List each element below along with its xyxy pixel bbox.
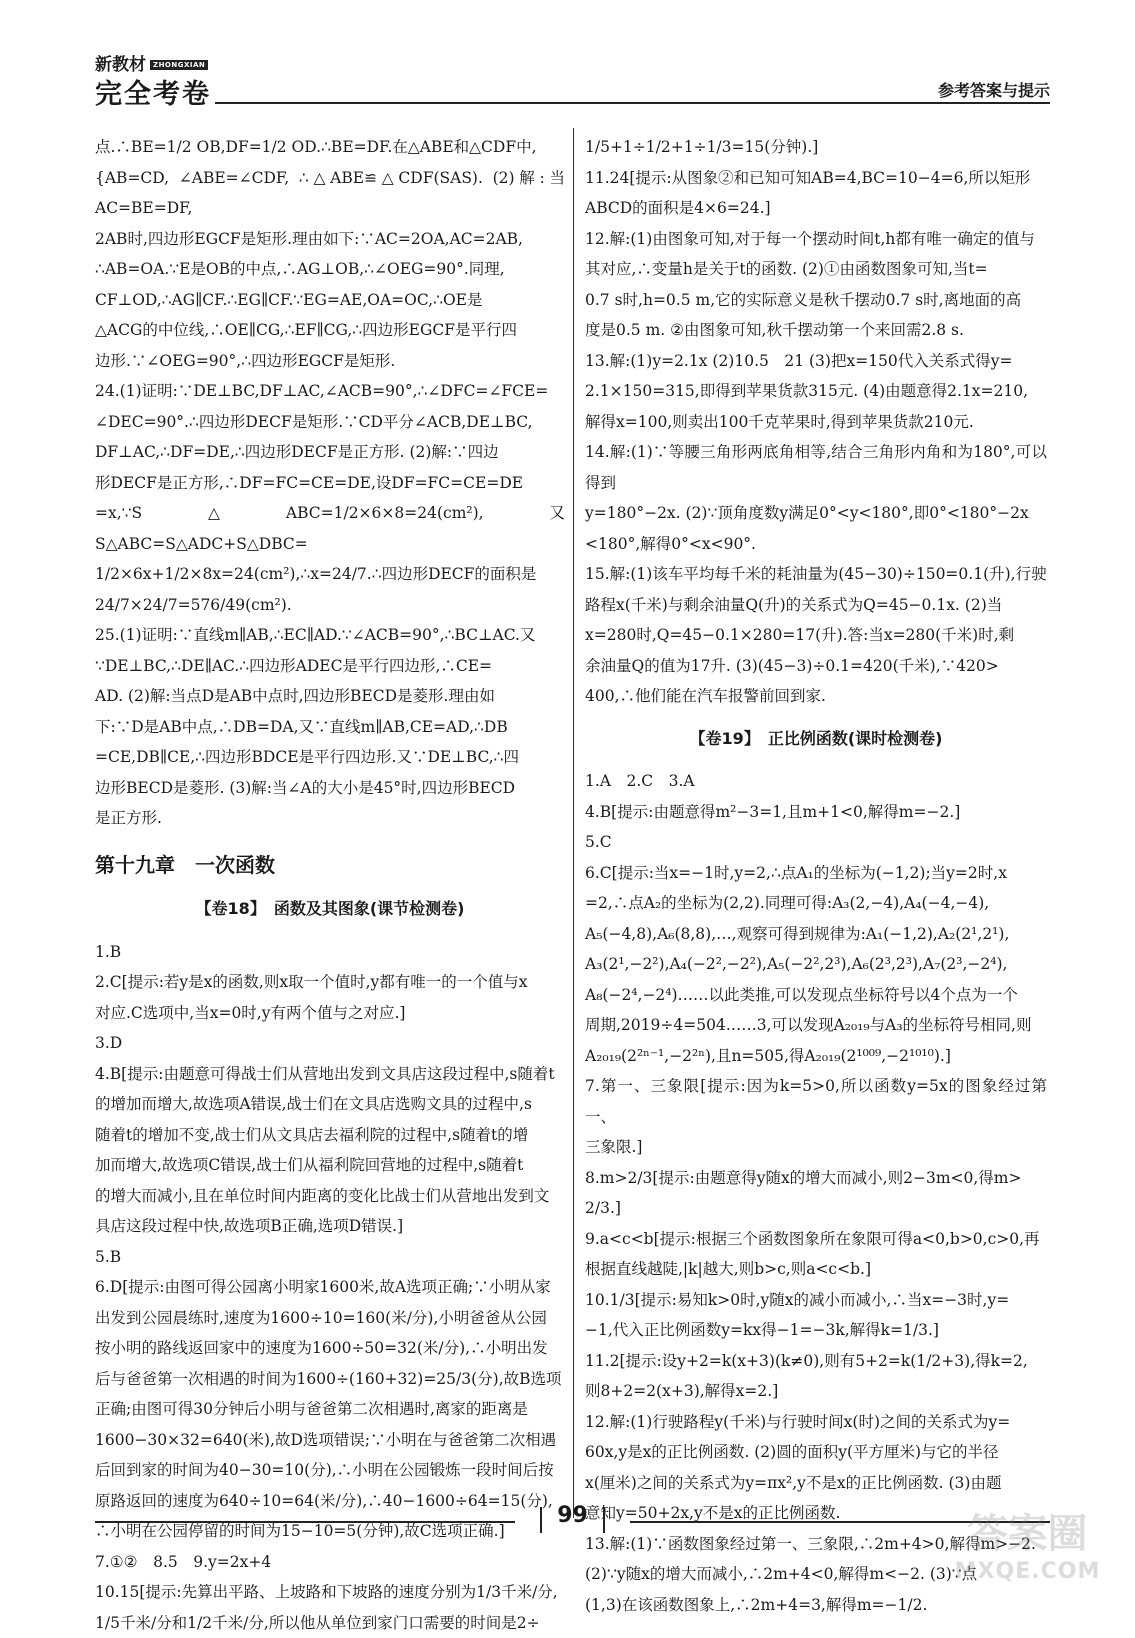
answer-line: 13.解:(1)∵函数图象经过第一、三象限,∴2m+4>0,解得m>−2. [585,1529,1047,1560]
answer-line: −1,代入正比例函数y=kx得−1=−3k,解得k=1/3.] [585,1315,1047,1346]
answer-line: 形DECF是正方形,∴DF=FC=CE=DE,设DF=FC=CE=DE [95,468,565,499]
answer-line: 意知y=50+2x,y不是x的正比例函数. [585,1498,1047,1529]
answer-line: 1.A 2.C 3.A [585,766,1047,797]
answer-line: 1/5千米/分和1/2千米/分,所以他从单位到家门口需要的时间是2÷ [95,1608,565,1638]
answer-line: 5.C [585,827,1047,858]
answer-line: 12.解:(1)由图象可知,对于每一个摆动时间t,h都有唯一确定的值与 [585,224,1047,255]
answer-line: =CE,DB∥CE,∴四边形BDCE是平行四边形.又∵DE⊥BC,∴四 [95,742,565,773]
answer-line: x=280时,Q=45−0.1×280=17(升).答:当x=280(千米)时,剩 [585,620,1047,651]
answer-line: 14.解:(1)∵等腰三角形两底角相等,结合三角形内角和为180°,可以得到 [585,437,1047,498]
answer-line: 4.B[提示:由题意可得战士们从营地出发到文具店这段过程中,s随着t [95,1059,565,1090]
section-title-18: 【卷18】 函数及其图象(课节检测卷) [95,894,565,925]
answer-line: 边形.∵∠OEG=90°,∴四边形EGCF是矩形. [95,346,565,377]
answer-line: 2.1×150=315,即得到苹果货款315元. (4)由题意得2.1x=210, [585,376,1047,407]
answer-line: 24.(1)证明:∵DE⊥BC,DF⊥AC,∠ACB=90°,∴∠DFC=∠FCE= [95,376,565,407]
logo-tag: ZHONGXIAN [150,60,208,70]
answer-line: 1/5+1÷1/2+1÷1/3=15(分钟).] [585,132,1047,163]
page-header [95,50,1050,110]
answer-line: ∴AB=OA.∵E是OB的中点,∴AG⊥OB,∴∠OEG=90°.同理, [95,254,565,285]
answer-line: A₈(−2⁴,−2⁴)……以此类推,可以发现点坐标符号以4个点为一个 [585,980,1047,1011]
answer-line: 3.D [95,1028,565,1059]
answer-line: DF⊥AC,∴DF=DE,∴四边形DECF是正方形. (2)解:∵四边 [95,437,565,468]
answer-line: 24/7×24/7=576/49(cm²). [95,590,565,621]
answer-line: (2)∵y随x的增大而减小,∴2m+4<0,解得m<−2. (3)∵点 [585,1559,1047,1590]
answer-line: 具店这段过程中快,故选项B正确,选项D错误.] [95,1211,565,1242]
answer-line: 2/3.] [585,1193,1047,1224]
answer-line: △ACG的中位线,∴OE∥CG,∴EF∥CG,∴四边形EGCF是平行四 [95,315,565,346]
answer-line: 25.(1)证明:∵直线m∥AB,∴EC∥AD.∵∠ACB=90°,∴BC⊥AC.又 [95,620,565,651]
answer-line: 1/2×6x+1/2×8x=24(cm²),∴x=24/7.∴四边形DECF的面积是 [95,559,565,590]
answer-line: 路程x(千米)与剩余油量Q(升)的关系式为Q=45−0.1x. (2)当 [585,590,1047,621]
answer-line: 下:∵D是AB中点,∴DB=DA,又∵直线m∥AB,CE=AD,∴DB [95,712,565,743]
answer-line: 的增大而减小,且在单位时间内距离的变化比战士们从营地出发到文 [95,1181,565,1212]
answer-line: 三象限.] [585,1132,1047,1163]
watermark-logo [930,1502,1125,1592]
answer-line: 60x,y是x的正比例函数. (2)圆的面积y(平方厘米)与它的半径 [585,1437,1047,1468]
answer-line: 5.B [95,1242,565,1273]
header-rule [215,102,1050,104]
answers-block-3 [585,132,1047,712]
answer-line: 出发到公园晨练时,速度为1600÷10=160(米/分),小明爸爸从公园 [95,1303,565,1334]
answer-line: 11.24[提示:从图象②和已知可知AB=4,BC=10−4=6,所以矩形 [585,163,1047,194]
watermark-text: 答案圈 [930,1502,1125,1559]
answer-line: {AB=CD, ∠ABE=∠CDF, ∴△ABE≌△CDF(SAS). (2)解:当AC=BE=DF, [95,163,565,224]
answer-line: 点.∴BE=1/2 OB,DF=1/2 OD.∴BE=DF.在△ABE和△CDF中, [95,132,565,163]
page-footer [95,1503,1050,1543]
logo-small-text: 新教材 [95,55,146,75]
answer-line: A₂₀₁₉(2²ⁿ⁻¹,−2²ⁿ),且n=505,得A₂₀₁₉(2¹⁰⁰⁹,−2¹⁰¹⁰).] [585,1041,1047,1072]
watermark-url: MXQE.COM [930,1559,1125,1584]
answer-line: 12.解:(1)行驶路程y(千米)与行驶时间x(时)之间的关系式为y= [585,1407,1047,1438]
answer-line: 的增加而增大,故选项A错误,战士们在文具店选购文具的过程中,s [95,1089,565,1120]
answer-line: 7.①② 8.5 9.y=2x+4 [95,1547,565,1578]
answer-line: 正确;由图可得30分钟后小明与爸爸第二次相遇时,离家的距离是 [95,1394,565,1425]
answer-line: 11.2[提示:设y+2=k(x+3)(k≠0),则有5+2=k(1/2+3),得k=2, [585,1346,1047,1377]
section-title-19: 【卷19】 正比例函数(课时检测卷) [585,724,1047,755]
footer-rule-left [95,1521,515,1523]
answer-line: ∵DE⊥BC,∴DE∥AC.∴四边形ADEC是平行四边形,∴CE= [95,651,565,682]
answer-line: 余油量Q的值为17升. (3)(45−3)÷0.1=420(千米),∵420> [585,651,1047,682]
answer-line: 10.15[提示:先算出平路、上坡路和下坡路的速度分别为1/3千米/分, [95,1577,565,1608]
answer-line: 随着t的增加不变,战士们从文具店去福利院的过程中,s随着t的增 [95,1120,565,1151]
answer-line: 1600−30×32=640(米),故D选项错误;∵小明在与爸爸第二次相遇 [95,1425,565,1456]
answer-line: 9.a<c<b[提示:根据三个函数图象所在象限可得a<0,b>0,c>0,再 [585,1224,1047,1255]
answer-line: 2.C[提示:若y是x的函数,则x取一个值时,y都有唯一的一个值与x [95,967,565,998]
answer-line: ∠DEC=90°.∴四边形DECF是矩形.∵CD平分∠ACB,DE⊥BC, [95,407,565,438]
answer-line: (1,3)在该函数图象上,∴2m+4=3,解得m=−1/2. [585,1590,1047,1621]
answer-line: 加而增大,故选项C错误,战士们从福利院回营地的过程中,s随着t [95,1150,565,1181]
answer-line: 15.解:(1)该车平均每千米的耗油量为(45−30)÷150=0.1(升),行驶 [585,559,1047,590]
answer-line: 10.1/3[提示:易知k>0时,y随x的减小而减小,∴当x=−3时,y= [585,1285,1047,1316]
answer-line: 8.m>2/3[提示:由题意得y随x的增大而减小,则2−3m<0,得m> [585,1163,1047,1194]
answer-line: 0.7 s时,h=0.5 m,它的实际意义是秋千摆动0.7 s时,离地面的高 [585,285,1047,316]
chapter-title: 第十九章 一次函数 [95,850,565,881]
right-column [585,132,1047,1620]
answer-line: =2,∴点A₂的坐标为(2,2).同理可得:A₃(2,−4),A₄(−4,−4), [585,888,1047,919]
answer-line: 7.第一、三象限[提示:因为k=5>0,所以函数y=5x的图象经过第一、 [585,1071,1047,1132]
answer-line: =x,∵S△ABC=1/2×6×8=24(cm²),又S△ABC=S△ADC+S△DBC= [95,498,565,559]
answer-line: <180°,解得0°<x<90°. [585,529,1047,560]
answer-line: 度是0.5 m. ②由图象可知,秋千摆动第一个来回需2.8 s. [585,315,1047,346]
answer-line: 1.B [95,937,565,968]
answer-line: 按小明的路线返回家中的速度为1600÷50=32(米/分),∴小明出发 [95,1333,565,1364]
answer-line: 后与爸爸第一次相遇的时间为1600÷(160+32)=25/3(分),故B选项 [95,1364,565,1395]
logo-title: 完全考卷 [95,72,211,111]
page-number: 99 [525,1503,620,1528]
answer-line: 原路返回的速度为640÷10=64(米/分),∴40−1600÷64=15(分), [95,1486,565,1517]
answer-line: 13.解:(1)y=2.1x (2)10.5 21 (3)把x=150代入关系式得y= [585,346,1047,377]
answer-line: 边形BECD是菱形. (3)解:当∠A的大小是45°时,四边形BECD [95,773,565,804]
column-divider [573,128,574,1518]
answer-line: ∴小明在公园停留的时间为15−10=5(分钟),故C选项正确.] [95,1516,565,1547]
answer-line: y=180°−2x. (2)∵顶角度数y满足0°<y<180°,即0°<180°−2x [585,498,1047,529]
answer-line: 6.C[提示:当x=−1时,y=2,∴点A₁的坐标为(−1,2);当y=2时,x [585,858,1047,889]
answer-line: 则8+2=2(x+3),解得x=2.] [585,1376,1047,1407]
answer-line: ABCD的面积是4×6=24.] [585,193,1047,224]
answer-line: A₅(−4,8),A₆(8,8),…,观察可得到规律为:A₁(−1,2),A₂(2¹,2¹), [585,919,1047,950]
header-title: 参考答案与提示 [938,78,1050,101]
answer-line: 对应.C选项中,当x=0时,y有两个值与之对应.] [95,998,565,1029]
answer-line: 400,∴他们能在汽车报警前回到家. [585,681,1047,712]
answer-line: x(厘米)之间的关系式为y=πx²,y不是x的正比例函数. (3)由题 [585,1468,1047,1499]
answer-line: CF⊥OD,∴AG∥CF.∴EG∥CF.∵EG=AE,OA=OC,∴OE是 [95,285,565,316]
answer-line: A₃(2¹,−2²),A₄(−2²,−2²),A₅(−2²,2³),A₆(2³,2³),A₇(2³,−2⁴), [585,949,1047,980]
left-column [95,132,565,1638]
answers-block-4 [585,766,1047,1620]
answer-line: 是正方形. [95,803,565,834]
answer-line: 2AB时,四边形EGCF是矩形.理由如下:∵AC=2OA,AC=2AB, [95,224,565,255]
answer-line: 后回到家的时间为40−30=10(分),∴小明在公园锻炼一段时间后按 [95,1455,565,1486]
answer-line: 6.D[提示:由图可得公园离小明家1600米,故A选项正确;∵小明从家 [95,1272,565,1303]
answer-line: 其对应,∴变量h是关于t的函数. (2)①由函数图象可知,当t= [585,254,1047,285]
answers-block-1 [95,132,565,834]
answer-line: AD. (2)解:当点D是AB中点时,四边形BECD是菱形.理由如 [95,681,565,712]
answer-line: 周期,2019÷4=504……3,可以发现A₂₀₁₉与A₃的坐标符号相同,则 [585,1010,1047,1041]
answer-line: 4.B[提示:由题意得m²−3=1,且m+1<0,解得m=−2.] [585,797,1047,828]
answer-line: 解得x=100,则卖出100千克苹果时,得到苹果货款210元. [585,407,1047,438]
answer-line: 根据直线越陡,|k|越大,则b>c,则a<c<b.] [585,1254,1047,1285]
